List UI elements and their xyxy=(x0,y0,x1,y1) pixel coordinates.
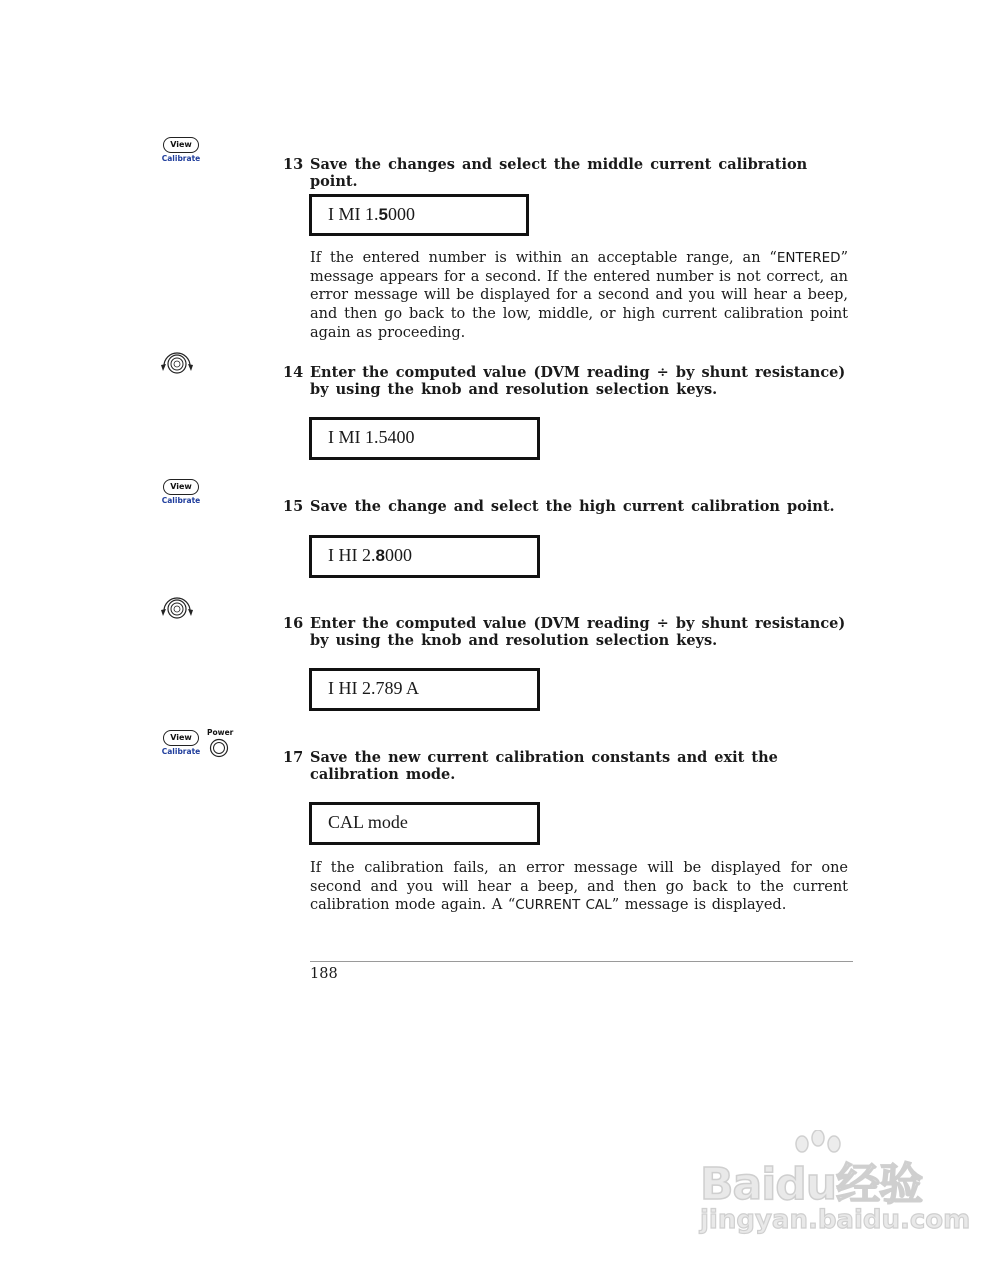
step-16 xyxy=(283,616,848,649)
display-blinking-digit: 8 xyxy=(375,546,385,565)
display-step-17 xyxy=(309,802,540,845)
step-number: 15 xyxy=(283,498,304,515)
note-step-17 xyxy=(310,859,848,915)
step-instruction: Enter the computed value (DVM reading ÷ by shunt resistance) by using the knob and resolution selection keys. xyxy=(310,364,846,398)
step-17 xyxy=(283,750,848,783)
page-number: 188 xyxy=(310,966,338,982)
note-step-13 xyxy=(310,249,848,343)
knob-icon xyxy=(158,348,196,378)
step-instruction: Enter the computed value (DVM reading ÷ by shunt resistance) by using the knob and resolution selection keys. xyxy=(310,615,846,649)
note-text: If the calibration fails, an error message will be displayed for one second and you will hear a beep, and then go back to the current calibration mode again. A “ xyxy=(310,860,848,914)
step-13 xyxy=(283,157,848,190)
step-instruction: Save the change and select the high current calibration point. xyxy=(310,498,835,515)
display-suffix: 000 xyxy=(384,545,412,565)
display-text: I HI 2.789 A xyxy=(328,678,419,698)
note-text: ” message appears for a second. If the entered number is not correct, an error message will be displayed for a second and you will hear a beep, and then go back to the low, middle, or high current calibration point again as proceeding. xyxy=(310,250,848,341)
display-blinking-digit: 5 xyxy=(378,205,388,224)
step-15 xyxy=(283,499,848,516)
power-button-icon xyxy=(209,738,229,758)
watermark-url: jingyan.baidu.com xyxy=(700,1205,971,1235)
step-number: 14 xyxy=(283,364,304,381)
view-key-icon: View xyxy=(163,479,199,495)
watermark-logo-text: Baidu经验 xyxy=(700,1159,923,1210)
display-step-13 xyxy=(309,194,529,236)
display-step-15 xyxy=(309,535,540,578)
note-text: If the entered number is within an acceptable range, an “ xyxy=(310,250,777,266)
step-instruction: Save the new current calibration constants and exit the calibration mode. xyxy=(310,749,778,783)
calibrate-label: Calibrate xyxy=(161,496,201,505)
footer-rule xyxy=(310,961,853,962)
note-keyword: ENTERED xyxy=(776,250,841,266)
step-number: 13 xyxy=(283,156,304,173)
note-text: ” message is displayed. xyxy=(611,897,787,914)
display-step-14 xyxy=(309,417,540,460)
calibrate-label: Calibrate xyxy=(161,154,201,163)
step-number: 16 xyxy=(283,615,304,632)
step-instruction: Save the changes and select the middle current calibration point. xyxy=(310,156,808,190)
display-text: CAL mode xyxy=(328,812,408,832)
display-prefix: I MI 1. xyxy=(328,204,379,224)
note-keyword: CURRENT CAL xyxy=(515,897,612,914)
calibrate-label: Calibrate xyxy=(161,747,201,756)
step-14 xyxy=(283,365,848,398)
step-number: 17 xyxy=(283,749,304,766)
baidu-watermark xyxy=(700,1130,971,1240)
view-key-icon: View xyxy=(163,137,199,153)
display-step-16 xyxy=(309,668,540,711)
display-text: I MI 1.5400 xyxy=(328,427,415,447)
knob-icon xyxy=(158,593,196,623)
display-suffix: 000 xyxy=(387,204,415,224)
power-label: Power xyxy=(207,728,234,737)
display-prefix: I HI 2. xyxy=(328,545,376,565)
view-key-icon: View xyxy=(163,730,199,746)
